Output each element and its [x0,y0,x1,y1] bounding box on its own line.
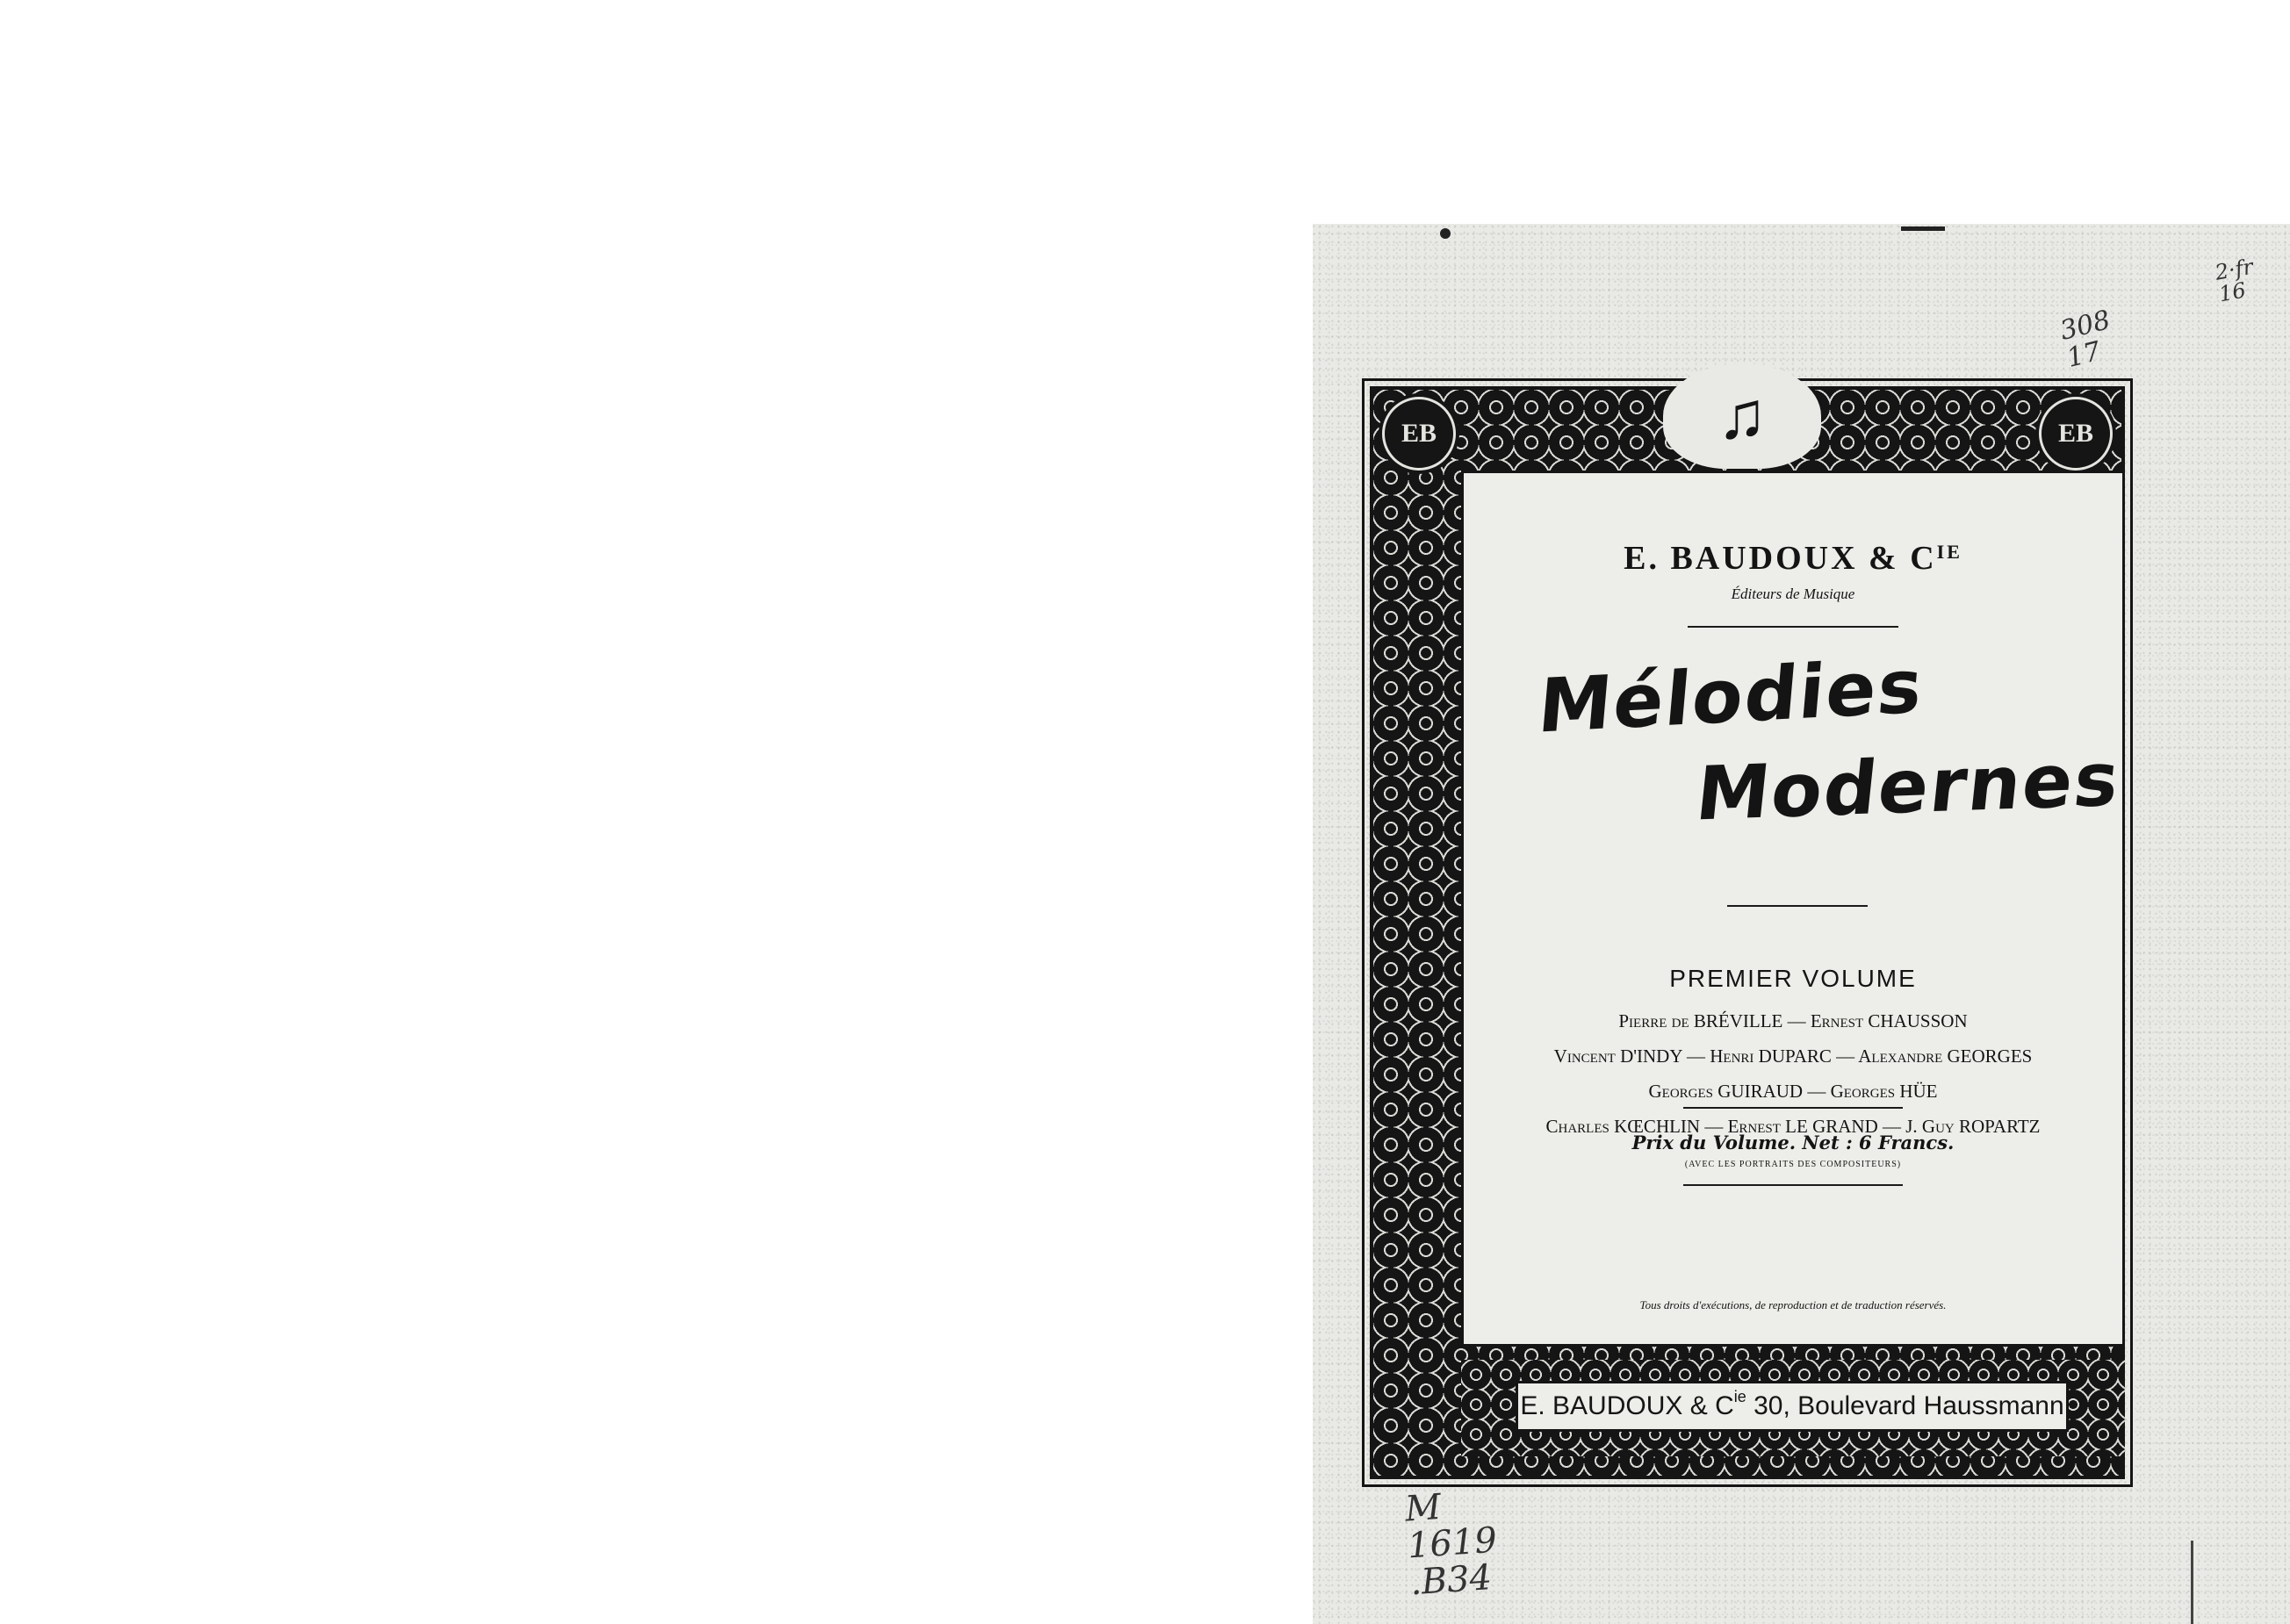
composer-line: Georges GUIRAUD — Georges HÜE [1648,1081,1938,1102]
title-panel [1461,471,2125,1347]
composer-line: Charles KŒCHLIN — Ernest LE GRAND — J. Guy ROPARTZ [1545,1116,2041,1137]
volume-label: PREMIER VOLUME [1669,965,1917,992]
ink-dot [1440,228,1451,239]
price-rule-top [1683,1107,1903,1109]
scanned-title-page [1313,224,2290,1624]
composer-line: Pierre de BRÉVILLE — Ernest CHAUSSON [1618,1010,1968,1031]
corner-monogram-left: EB [1382,397,1456,471]
top-edge-mark [1901,226,1945,231]
rights-notice: Tous droits d'exécutions, de reproduction et de traduction réservés. [1639,1298,1947,1311]
handwritten-call-number: M 1619 .B34 [1403,1486,1499,1604]
publisher-name-superscript: IE [1936,541,1962,563]
imprint-panel [1461,1360,2125,1456]
page-edge-line [2191,1541,2193,1624]
imprint-name: E. BAUDOUX [1520,1391,1683,1420]
publisher-subtitle: Éditeurs de Musique [1731,586,1855,602]
title-underline [1727,905,1868,907]
imprint-amp: & C [1682,1391,1734,1420]
handwritten-price-note: 2·fr 16 [2213,254,2256,307]
price-text: Prix du Volume. Net : 6 Francs. [1631,1132,1955,1153]
publisher-name-text: E. BAUDOUX & C [1624,540,1937,577]
imprint-address [1516,1381,2069,1432]
price-note: (AVEC LES PORTRAITS DES COMPOSITEURS) [1684,1160,1902,1169]
title-line-1: Mélodies [1534,643,1927,750]
corner-monogram-right: EB [2039,397,2113,471]
ornamental-border [1370,379,2125,1479]
title-content [1464,473,2125,1342]
composer-line: Vincent D'INDY — Henri DUPARC — Alexandre GEORGES [1553,1046,2033,1067]
publisher-name [1464,539,2122,578]
lyre-icon: ♫ [1663,363,1821,469]
handwritten-shelf-mark: 308 17 [2056,305,2114,374]
ornamental-rule [1688,626,1898,628]
price-rule-bottom [1683,1184,1903,1186]
imprint-street: 30, Boulevard Haussmann [1746,1391,2064,1420]
imprint-sup: ie [1733,1388,1746,1405]
title-line-2: Modernes [1691,736,2125,837]
